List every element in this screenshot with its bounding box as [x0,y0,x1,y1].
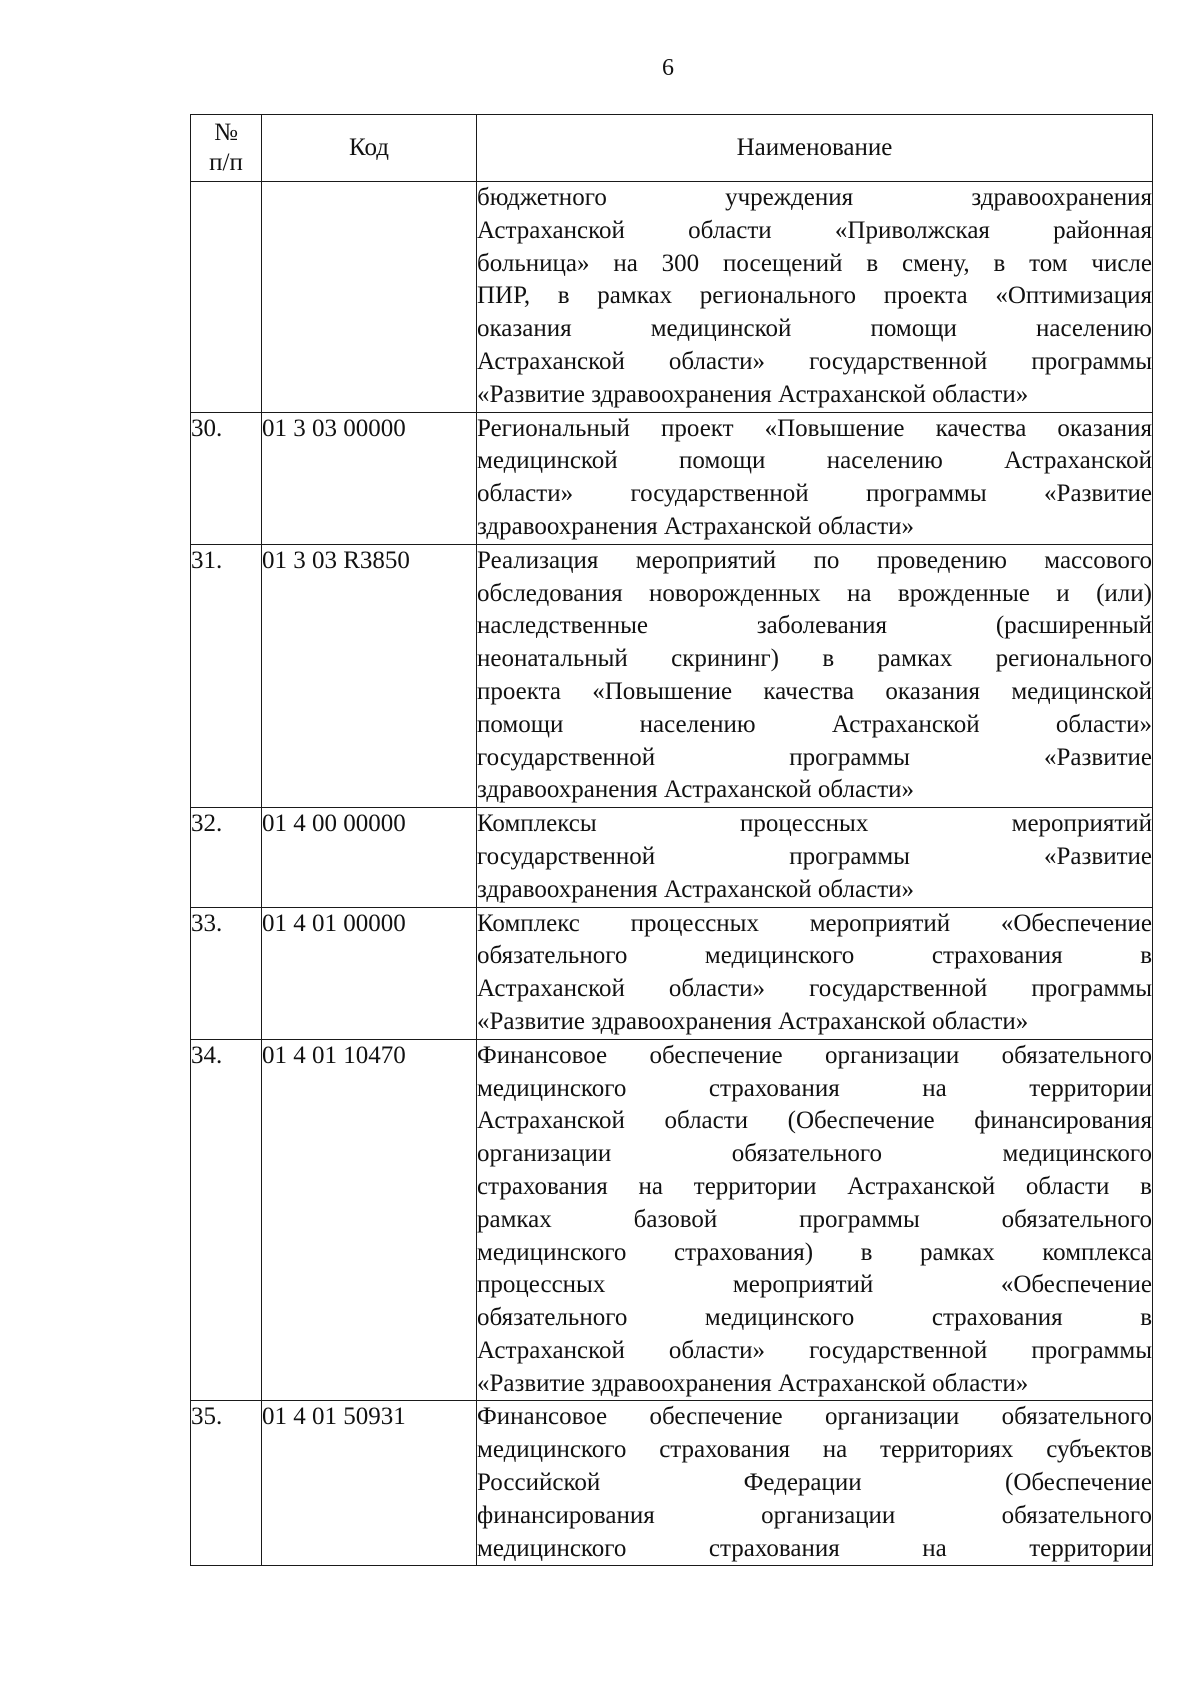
row-name [477,808,1153,907]
row-name-line: Астраханской области «Приволжская районная [477,216,1152,244]
row-name [477,1401,1153,1566]
row-name-line: обследования новорожденных на врожденные и (или) [477,579,1152,607]
header-name: Наименование [477,115,1153,182]
row-code [262,182,477,413]
row-name-line: Региональный проект «Повышение качества оказания [477,414,1152,442]
row-name-line: бюджетного учреждения здравоохранения [477,184,1152,211]
row-name-line: помощи населению Астраханской области» [477,710,1152,738]
row-name-line: неонатальный скрининг) в рамках регионального [477,645,1152,673]
table-row [191,907,1153,1039]
row-name-line: медицинского страхования на территории [477,1534,1152,1562]
row-number [191,182,262,413]
table-row [191,1039,1153,1401]
row-name-line: Финансовое обеспечение организации обязательного [477,1041,1152,1069]
row-name [477,1039,1153,1401]
row-name-line: государственной программы «Развитие [477,743,1152,771]
table-row [191,808,1153,907]
table-header-row [191,115,1153,182]
row-name-line: здравоохранения Астраханской области» [477,875,914,903]
row-name-line: наследственные заболевания (расширенный [477,612,1152,640]
row-name-line: обязательного медицинского страхования в [477,1304,1152,1332]
header-num [191,115,262,182]
row-name-line: страхования на территории Астраханской области в [477,1172,1152,1200]
row-name-line: медицинского страхования на территории [477,1074,1152,1102]
row-name-line: Комплексы процессных мероприятий [477,810,1152,838]
row-name-line: Астраханской области» государственной программы [477,975,1152,1003]
row-name-line: Российской Федерации (Обеспечение [477,1469,1152,1497]
row-number: 35. [191,1401,262,1566]
row-name-line: области» государственной программы «Развитие [477,480,1152,508]
row-name-line: Финансовое обеспечение организации обязательного [477,1403,1152,1431]
row-number: 33. [191,907,262,1039]
row-name-line: больница» на 300 посещений в смену, в том числе [477,249,1152,277]
table-row [191,1401,1153,1566]
row-name [477,907,1153,1039]
row-number: 32. [191,808,262,907]
row-number: 30. [191,412,262,544]
row-name-line: «Развитие здравоохранения Астраханской области» [477,1369,1029,1397]
row-name-line: обязательного медицинского страхования в [477,942,1152,970]
row-name-line: организации обязательного медицинского [477,1140,1152,1168]
row-code: 01 4 01 10470 [262,1039,477,1401]
header-num-line1: № [214,119,238,146]
row-name-line: здравоохранения Астраханской области» [477,512,914,540]
row-name [477,544,1153,807]
row-name-line: «Развитие здравоохранения Астраханской области» [477,380,1029,408]
row-name-line: Реализация мероприятий по проведению массового [477,546,1152,574]
table-row [191,182,1153,413]
row-code: 01 3 03 00000 [262,412,477,544]
row-code: 01 4 01 50931 [262,1401,477,1566]
header-code: Код [262,115,477,182]
row-name-line: процессных мероприятий «Обеспечение [477,1271,1152,1299]
row-name-line: медицинского страхования) в рамках комплекса [477,1238,1152,1266]
row-code: 01 4 00 00000 [262,808,477,907]
row-name-line: Астраханской области» государственной программы [477,1336,1152,1364]
page-number: 6 [662,55,674,81]
row-name-line: рамках базовой программы обязательного [477,1205,1152,1233]
row-name-line: «Развитие здравоохранения Астраханской области» [477,1007,1029,1035]
row-name-line: проекта «Повышение качества оказания медицинской [477,677,1152,705]
codes-table [190,114,1153,1566]
row-name-line: оказания медицинской помощи населению [477,315,1152,343]
row-name-line: здравоохранения Астраханской области» [477,776,914,804]
table-header [191,115,1153,182]
row-name-line: Комплекс процессных мероприятий «Обеспечение [477,909,1152,937]
row-name-line: государственной программы «Развитие [477,842,1152,870]
table-body [191,182,1153,1566]
table-row [191,412,1153,544]
row-code: 01 4 01 00000 [262,907,477,1039]
row-name-line: финансирования организации обязательного [477,1501,1152,1529]
row-number: 31. [191,544,262,807]
row-name-line: Астраханской области (Обеспечение финансирования [477,1107,1152,1135]
row-name [477,182,1153,413]
row-name-line: ПИР, в рамках регионального проекта «Оптимизация [477,282,1152,310]
header-num-line2: п/п [209,149,243,176]
row-name-line: медицинского страхования на территориях субъектов [477,1436,1152,1464]
row-number: 34. [191,1039,262,1401]
row-code: 01 3 03 R3850 [262,544,477,807]
row-name-line: Астраханской области» государственной программы [477,347,1152,375]
table-row [191,544,1153,807]
row-name-line: медицинской помощи населению Астраханской [477,447,1152,475]
row-name [477,412,1153,544]
